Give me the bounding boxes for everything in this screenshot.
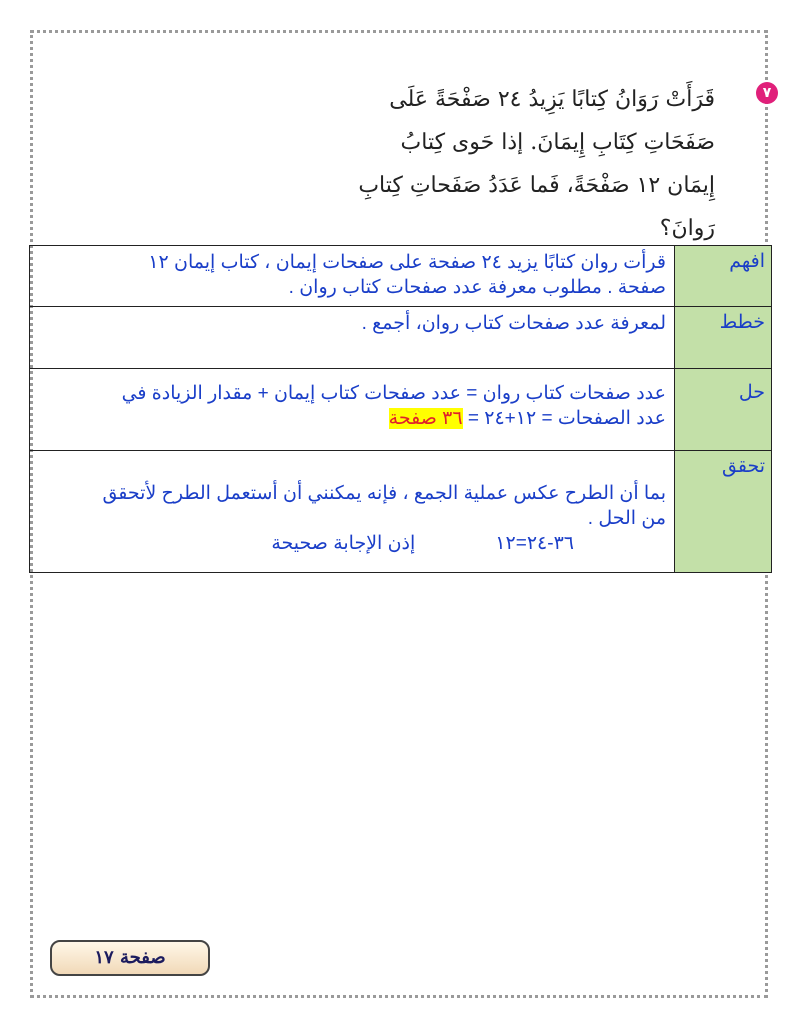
verify-equation: ٣٦-٢٤=١٢: [495, 533, 574, 554]
solution-steps-table: [29, 245, 772, 573]
question-number-badge: ٧: [756, 82, 778, 104]
verify-line-1: بما أن الطرح عكس عملية الجمع ، فإنه يمكنني أن أستعمل الطرح لأتحقق: [102, 483, 666, 504]
step-plan-label: خطط: [675, 307, 772, 369]
step-solve-row: [30, 369, 772, 451]
step-plan-row: [30, 307, 772, 369]
page-number-label: صفحة ١٧: [50, 940, 210, 976]
step-understand-label: افهم: [675, 246, 772, 307]
solve-answer-highlight: ٣٦ صفحة: [388, 408, 463, 429]
understand-line-2: صفحة . مطلوب معرفة عدد صفحات كتاب روان .: [288, 277, 666, 298]
step-verify-content: [30, 451, 675, 573]
step-solve-content: [30, 369, 675, 451]
step-understand-content: [30, 246, 675, 307]
solve-line-2: [38, 406, 666, 431]
step-verify-row: [30, 451, 772, 573]
solve-line-1: عدد صفحات كتاب روان = عدد صفحات كتاب إيمان + مقدار الزيادة في: [121, 383, 666, 404]
step-plan-content: [30, 307, 675, 369]
verify-line-2: من الحل .: [587, 508, 666, 529]
verify-conclusion: إذن الإجابة صحيحة: [271, 533, 416, 554]
problem-line: صَفَحَاتِ كِتَابِ إِيمَانَ. إذا حَوى كِتابُ: [400, 130, 715, 155]
solve-line-2-prefix: عدد الصفحات = ١٢+٢٤ =: [462, 408, 666, 429]
verify-check-row: [38, 531, 666, 556]
problem-line: رَوانَ؟: [659, 216, 715, 241]
problem-line: إِيمَان ١٢ صَفْحَةً، فَما عَدَدُ صَفَحاتِ كِتابِ: [358, 173, 715, 198]
step-understand-row: [30, 246, 772, 307]
step-solve-label: حل: [675, 369, 772, 451]
understand-line-1: قرأت روان كتابًا يزيد ٢٤ صفحة على صفحات إيمان ، كتاب إيمان ١٢: [148, 252, 666, 273]
step-verify-label: تحقق: [675, 451, 772, 573]
problem-statement: [0, 78, 755, 250]
problem-line: قَرَأَتْ رَوَانُ كِتابًا يَزِيدُ ٢٤ صَفْحَةً عَلَى: [389, 87, 715, 112]
plan-text: لمعرفة عدد صفحات كتاب روان، أجمع .: [361, 313, 666, 334]
